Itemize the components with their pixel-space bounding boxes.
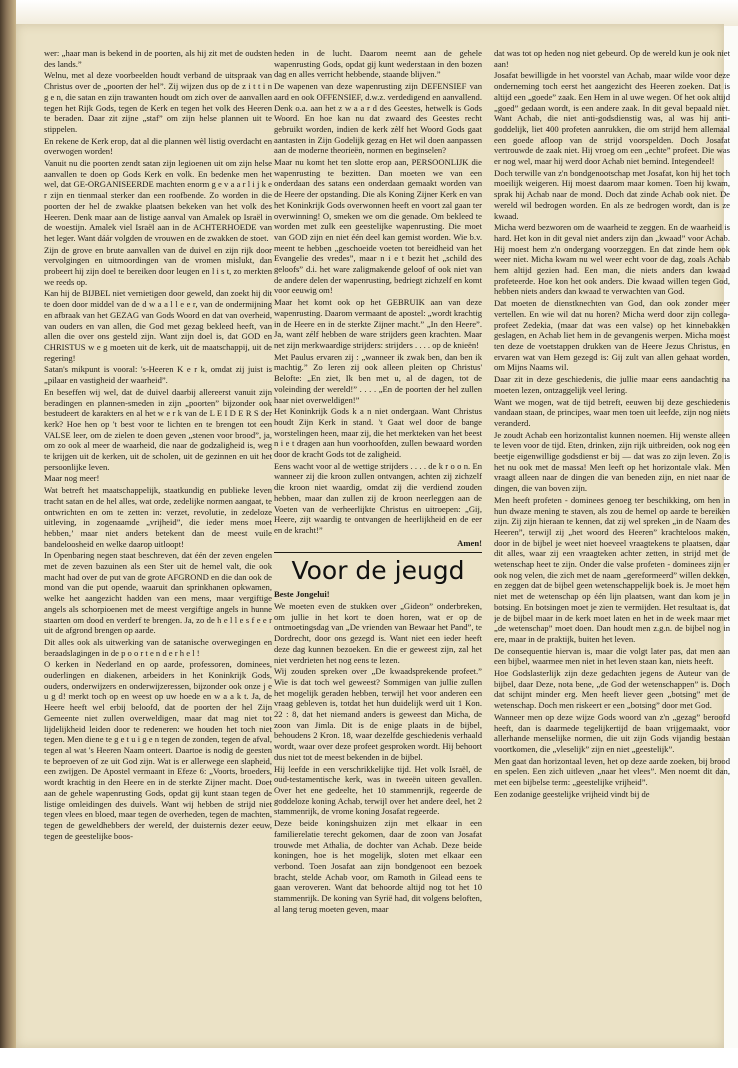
- text-column-2: [274, 48, 482, 1060]
- paragraph: Daar zit in deze geschiedenis, die jullie maar eens aandachtig na moeten lezen, ontzaggelijk veel lering.: [494, 374, 730, 395]
- paragraph: Deze beide koningshuizen zijn met elkaar in een familierelatie terecht gekomen, daar de zoon van Josafat trouwde met Athalia, de dochter van Achab. Deze beide koningen, hoe is het mogelijk, sloten met elkaar een verbond. Toen Josafat aan zijn bondgenoot een bezoek bracht, stelde Achab voor, om Ramoth in Gilead eens te gaan veroveren. Want dat behoorde altijd nog tot het 10 stammenrijk. De koning van Syrië had, dit volgens beloften, al lang terug moeten geven, maar: [274, 818, 482, 914]
- paragraph: Wij zouden spreken over „De kwaadsprekende profeet.” Wie is dat toch wel geweest? Sommigen van jullie zullen het mogelijk geraden hebben, terwijl het voor anderen een vraag gebleven is, totdat het hun duidelijk werd uit 1 Kon. 22 : 8, dat het niemand anders is geweest dan Micha, de zoon van Jimla. Dit is de enige plaats in de bijbel, behoudens 2 Kron. 18, waar dezelfde geschiedenis verhaald wordt, waar over deze profeet gesproken wordt. Hij behoort dus niet tot de meest bekenden in de bijbel.: [274, 666, 482, 762]
- paragraph: Micha werd bezworen om de waarheid te zeggen. En de waarheid is hard. Het kon in dit geval niet anders zijn dan „kwaad” voor Achab. Hij moest hem z'n ondergang voorzeggen. En dat zinde hem ook weer niet. Micha kwam nu wel weer echt voor de dag, zoals Achab hem altijd gezien had. Een man, die niets anders dan kwaad profeteerde. Hoe kon het ook anders. Die kwaad willen tegen God, hebben niets anders dan kwaad te verwachten van God.: [494, 222, 730, 297]
- paragraph: Maar nu komt het ten slotte erop aan, PERSOONLIJK die wapenrusting te bezitten. Dan moeten we van een onderdaan des satans een onderdaan gemaakt worden van de Heere der opstanding. Die als Koning Zijner Kerk en van het Koninkrijk Gods overwonnen heeft en voort zal gaan ter overwinning! O, smeken we om die genade. Om bekleed te worden met zulk een geestelijke wapenrusting. Die moet van GOD zijn en niet één deel kan gemist worden. Wie b.v. meent te hebben „geschoeide voeten tot bereidheid van het Evangelie des vredes”, maar n i e t bezit het „schild des geloofs” d.i. het ware zaligmakende geloof of ook niet van de andere delen der wapenrusting, bedriegt zichzelf en komt voor eeuwig om!: [274, 157, 482, 296]
- paragraph: We moeten even de stukken over „Gideon” onderbreken, om jullie in het kort te doen horen, wat er op de ontmoetingsdag van „De vrienden van Bewaar het Pand”, te Dordrecht, door ons gezegd is. Want niet een ieder heeft deze dag kunnen bezoeken. En die er geweest zijn, zal het niet verdrieten het nog eens te lezen.: [274, 601, 482, 665]
- paragraph: Satan's mikpunt is vooral: 's-Heeren K e r k, omdat zij juist is „pilaar en vastigheid der waarheid”.: [44, 364, 272, 386]
- paragraph: En rekene de Kerk erop, dat al die plannen wèl listig overdacht en overwogen worden!: [44, 135, 272, 157]
- scan-top-margin: [0, 0, 738, 26]
- paragraph: Welnu, met al deze voorbeelden houdt verband de uitspraak van Christus over de „poorten der hel”. Zij wijzen dus op de z i t t i n g e n, die satan en zijn trawanten houdt om zich over de aanvallen tegen het Rijk Gods, tegen de Kerk en tegen het volk des Heeren te beraden. Daar zit zijne „staf” om zijn helse plannen uit te stippelen.: [44, 70, 272, 134]
- paragraph: O kerken in Nederland en op aarde, professoren, dominees, ouderlingen en diakenen, arbeiders in het Koninkrijk Gods, ouders, onderwijzers en onderwijzeressen, bijzonder ook onze j e u g d! merkt toch op en weest op uw hoede en w a a k t. Ja, de Heere heeft wel erbij beloofd, dat de poorten der hel Zijn Gemeente niet zullen overweldigen, maar dat mag niet tot lijdelijkheid leiden door te redeneren: we houden het toch niet tegen. Men diene te g e t u i g e n tegen de zonden, tegen de afval, tegen al wat 's Heeren Naam onteert. Daartoe is nodig de geesten te beproeven of ze uit God zijn. Wat is er allerwege een slapheid, een zwijgen. De Apostel vermaant in Efeze 6: „Voorts, broeders, wordt krachtig in den Heere en in de sterkte Zijner macht. Doet aan de gehele wapenrusting Gods, opdat gij kunt staan tegen de listige omleidingen des duivels. Want wij hebben de strijd niet tegen vlees en bloed, maar tegen de overheden, tegen de machten, tegen de geweldhebbers der wereld, der duisternis dezer eeuw, tegen de geestelijke boos-: [44, 659, 272, 841]
- paragraph: wer: „haar man is bekend in de poorten, als hij zit met de oudsten des lands.”: [44, 48, 272, 69]
- paragraph: Men heeft profeten - dominees genoeg ter beschikking, om hen in hun dwaze mening te staven, als zou de hemel op aarde te bereiken zijn. Zij zijn hieraan te kennen, dat zij wel spreken „in de Naam des Heeren”, terwijl zij „het woord des Heeren” krachteloos maken, door in de bijbel je weet niet hoeveel vraagtekens te plaatsen, daar dit alles, waar zij een vraagteken achter zetten, in strijd met de wetenschap heet te zijn. Onder die valse profeten - dominees zijn er ook nog velen, die zich met de naam „gereformeerd” willen dekken, en zeggen dat de bijbel geen wetenschappelijk boek is. Je moet hem niet met de wetenschap op één lijn plaatsen, want dan kom je in botsing. En botsingen moet je zien te vermijden. Het resultaat is, dat je de bijbel maar in de kerk moet laten en het in de week maar met „de wetenschap” moet doen. Dan houdt men z.g.n. de bijbel nog in ere, maar in de praktijk, buiten het leven.: [494, 494, 730, 644]
- paragraph: Je zoudt Achab een horizontalist kunnen noemen. Hij wenste alleen te leven voor de tijd. Eten, drinken, zijn rijk uitbreiden, ook nog een beetje eigenwillige godsdienst er bij — dat was zo zijn leven. Zo is het nu ook met de massa! Men leeft op het horizontale vlak. Men vraagt alleen naar de dingen die van beneden zijn, en niet naar de dingen, die van boven zijn.: [494, 429, 730, 494]
- section-divider: [274, 552, 482, 553]
- amen-closing: Amen!: [457, 537, 482, 548]
- paragraph: Eens wacht voor al de wettige strijders . . . . de k r o o n. En wanneer zij die kroon zullen ontvangen, achten zij zichzelf die kroon niet waardig, omdat zij die verdiend zouden hebben, maar dan zullen zij de kroon neerleggen aan de Voeten van de verheerlijkte Christus en uitroepen: „Gij, Heere, zijt waardig te ontvangen de heerlijkheid en de eer en de kracht!”: [274, 460, 482, 535]
- paragraph: Dit alles ook als uitwerking van de satanische overwegingen en beraadslagingen in de p o o r t e n d e r h e l !: [44, 636, 272, 658]
- paragraph: Kan hij de BIJBEL niet vernietigen door geweld, dan zoekt hij dit te doen door middel van de d w a a l l e e r, van de ondermijning en afbraak van het GEZAG van Gods Woord en dat van overheid, van ouders en van allen, die God met gezag bekleed heeft, van allen die over ons gesteld zijn. Want zijn doel is, dat GOD en CHRISTUS w e g moeten uit de kerk, uit de maatschappij, uit de regering!: [44, 288, 272, 363]
- section-heading: Voor de jeugd: [291, 556, 465, 586]
- paragraph: Want we mogen, wat de tijd betreft, eeuwen bij deze geschiedenis vandaan staan, de principes, waar men toen uit leefde, zijn nog niets veranderd.: [494, 396, 730, 428]
- paragraph: Hij leefde in een verschrikkelijke tijd. Het volk Israël, de oud-testamentische kerk, was in tweeën uiteen gevallen. Over het ene gedeelte, het 10 stammenrijk, regeerde de goddeloze koning Achab, terwijl over het andere deel, het 2 stammenrijk, de vrome koning Josafat regeerde.: [274, 763, 482, 817]
- newspaper-page: [16, 24, 730, 1048]
- paragraph: Met Paulus ervaren zij : „wanneer ik zwak ben, dan ben ik machtig.” Zo leren zij ook alleen pleiten op Christus' Belofte: „En ziet, Ik ben met u, al de dagen, tot de voleinding der wereld!” . . . . „En de poorten der hel zullen haar niet overweldigen!”: [274, 351, 482, 405]
- paragraph: In Openbaring negen staat beschreven, dat één der zeven engelen met de zeven bazuinen als een Ster uit de hemel valt, die ook macht had over de put van de grote AFGROND en die dan ook de mond van die put opende, waaruit dan sprinkhanen opkwamen, welke het aangezicht hadden van een mens, maar vergiftige angels als schorpioenen met de meest vergiftige angels in hunne staarten om dood en verderf te brengen. Ja, zo de h e l l e s f e e r uit de afgrond brengen op aarde.: [44, 550, 272, 636]
- paragraph: Zijn de grove en brute aanvallen van de duivel en zijn rijk door vervolgingen en uitmoordingen van de vromen mislukt, dan probeert hij zijn doel te bereiken door leugen en l i s t, zo merkten we reeds op.: [44, 244, 272, 287]
- text-column-3: [494, 48, 730, 1060]
- paragraph: Wanneer men op deze wijze Gods woord van z'n „gezag” beroofd heeft, dan is daarmede tegelijkertijd de baan vrijgemaakt, voor allerhande menselijke normen, die uit zijn Gods vijandig bestaan voortkomen, die „vleselijk” zijn en niet „geestelijk”.: [494, 711, 730, 754]
- salutation: Beste Jongelui!: [274, 589, 330, 600]
- paragraph: Een zodanige geestelijke vrijheid vindt bij de: [494, 788, 650, 799]
- paragraph: Maar nog meer!: [44, 473, 100, 484]
- paragraph: En beseffen wij wel, dat de duivel daarbij allereerst vanuit zijn beradingen en plannen-smeden in zijn „poorten” bijzonder ook bestudeert de karakters en al het w e r k van de L E I D E R S der kerk? Hoe hen op 't best voor te lichten en te brengen tot een VALSE leer, om de zielen te doen geven „stenen voor brood”, ja, om zo ook al meer de waarheid, die naar de godzaligheid is, weg te krijgen uit de kerken, uit de scholen, uit de gezinnen en uit het persoonlijke leven.: [44, 386, 272, 472]
- book-spine-edge: [0, 0, 16, 1048]
- paragraph: Het Koninkrijk Gods k a n niet ondergaan. Want Christus houdt Zijn Kerk in stand. 't Gaat wel door de bange worstelingen heen, maar zij, die het merkteken van het beest n i e t dragen aan hun voorhoofden, zullen bewaard worden door de kracht Gods tot de zaligheid.: [274, 406, 482, 460]
- paragraph: dat was tot op heden nog niet gebeurd. Op de wereld kun je ook niet aan!: [494, 48, 730, 69]
- paragraph: De wapenen van deze wapenrusting zijn DEFENSIEF van aard en ook OFFENSIEF, d.w.z. verdedigend en aanvallend. Denk o.a. aan het z w a a r d des Geestes, hetwelk is Gods Woord. En hoe kan nu dat zwaard des Geestes recht gebruikt worden, indien de kerk zèlf het Woord Gods gaat aantasten in Zijn Godelijk gezag en Het wil doen aanpassen aan de moderne theorieën, normen en beginselen?: [274, 81, 482, 156]
- paragraph: Dat moeten de dienstknechten van God, dan ook zonder meer vertellen. En wie wil dat nu horen? Micha werd door zijn collega-profeet Zedekia, (maar dat was een valse) op het kinnebakken geslagen, en Achab liet hem in de gevangenis werpen. Micha moest ten deze de voetstappen drukken van de Heere Jezus Christus, en ervaren wat van Hem gezegd is: Gij zult van allen gehaat worden, om Mijns Naams wil.: [494, 298, 730, 373]
- paragraph: Maar het komt ook op het GEBRUIK aan van deze wapenrusting. Daarom vermaant de apostel: „wordt krachtig in de Heere en in de sterkte Zijner macht.” „In den Heere”. Ja, want zélf hebben de ware strijders geen krachten. Maar net zijn merkwaardige strijders: strijders . . . . op de knieën!: [274, 297, 482, 350]
- paragraph: Hoe Godslasterlijk zijn deze gedachten jegens de Auteur van de bijbel, daar Deze, nota bene, „de God der wetenschappen” is. Doch dat schijnt minder erg. Men heeft liever geen „botsing” met de wetenschap. Doch men riskeert er een „botsing” door met God.: [494, 668, 730, 711]
- paragraph: Vanuit nu die poorten zendt satan zijn legioenen uit om zijn helse aanvallen te doen op Gods Kerk en volk. En bedenke men het wel, dat GE-ORGANISEERDE machten enorm g e v a a r l i j k e r zijn en tienmaal sterker dan een roofbende. Zo worden in die poorten der hel de zwakke plaatsen bekeken van het volk des Heeren. Denk maar aan de listige aanval van Amalek op Israël in de woestijn. Amalek viel Israël aan in de ACHTERHOEDE van het leger. Want dáár volgden de vrouwen en de zwakken de stoet.: [44, 158, 272, 243]
- paragraph: Wat betreft het maatschappelijk, staatkundig en publieke leven tracht satan en de hel alles, wat orde, zedelijke normen aangaat, te ontwrichten en om te zetten in: verzet, revolutie, in zedeloze uitleving, in zogenaamde „vrijheid”, die ieder mens moet hebben,’ maar niet anders betekent dan de meest vuile bandeloosheid en welke daarop uitloopt!: [44, 485, 272, 549]
- text-column-1: [44, 48, 272, 1060]
- paragraph: Men gaat dan horizontaal leven, het op deze aarde zoeken, bij brood en spelen. Een zich uitleven „naar het vlees”. Men noemt dit dan, met een bijbelse term: „geestelijke vrijheid”.: [494, 755, 730, 788]
- paragraph: Doch terwille van z'n bondgenootschap met Josafat, kon hij het toch moeilijk weigeren. Hij moest daarom maar komen. Toen hij kwam, sprak hij Achab naar de mond. Doch dat zinde Achab ook niet. De wereld wil bedrogen worden. En als ze bedrogen wordt, dan is ze kwaad.: [494, 167, 730, 221]
- paragraph: Josafat bewilligde in het voorstel van Achab, maar wilde voor deze onderneming toch eerst het aangezicht des Heeren zoeken. Dat is altijd een „goede” zaak. Een Hem in al uwe wegen. Of het ook altijd „goed” gedaan wordt, is een andere zaak. In dit geval bepaald niet. Want Achab, die niet anti-godsdienstig was, al was hij anti-goddelijk, liet 400 profeten aanrukken, die om strijd hem allemaal een goede afloop van de strijd voorspelden. Doch Josafat vertrouwde de zaak niet. Hij vroeg om een „echte” profeet. Die was er nog wel, maar hij werd door Achab niet bemind. Integendeel!: [494, 70, 730, 167]
- paragraph: De consequentie hiervan is, maar die volgt later pas, dat men aan een bijbel, waarmee men niet in het leven staan kan, niets heeft.: [494, 645, 730, 667]
- paragraph: heden in de lucht. Daarom neemt aan de gehele wapenrusting Gods, opdat gij kunt wederstaan in den bozen dag en alles verricht hebbende, staande blijven.”: [274, 48, 482, 80]
